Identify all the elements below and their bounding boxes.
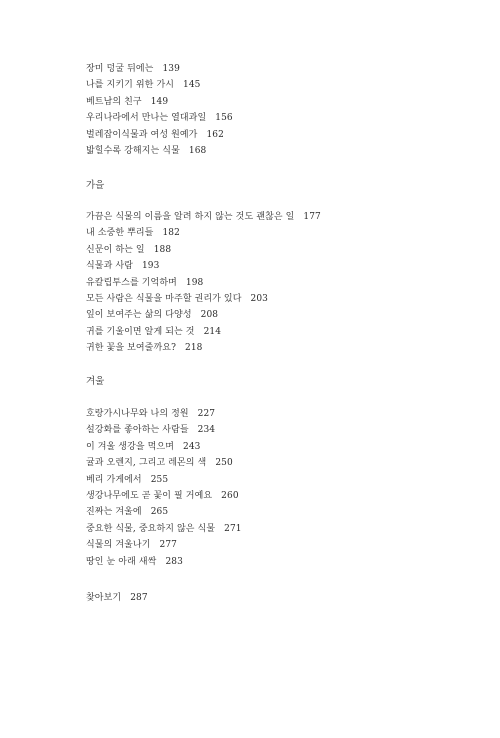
entry-page: 255 [150,474,169,485]
entry-page: 227 [197,409,216,419]
entry-title: 나를 지키기 위한 가시 [86,80,175,91]
toc-entry [86,439,486,455]
entry-page: 234 [197,425,216,436]
entry-page: 265 [150,507,169,518]
section-heading-winter: 겨울 [86,376,105,387]
entry-page: 168 [188,145,207,156]
entry-page: 193 [141,261,160,272]
entry-page: 188 [153,244,172,255]
entry-page: 218 [185,343,203,354]
entry-page: 145 [183,80,201,91]
toc-entry [86,110,486,126]
entry-page: 182 [162,228,180,239]
entry-page: 287 [130,593,148,603]
entry-page: 250 [215,458,233,469]
entry-title: 베리 가게에서 [86,474,142,485]
entry-title: 식물의 겨울나기 [86,540,151,551]
entry-title: 땅인 눈 아래 새싹 [86,556,157,567]
entry-page: 271 [224,523,242,534]
autumn-entries [86,209,486,357]
toc-entry [86,590,486,606]
entry-title: 식물과 사람 [86,261,133,272]
toc-entry [86,127,486,143]
entry-page: 149 [150,96,169,107]
toc-entry [86,472,486,488]
entry-title: 잎이 보여주는 삶의 다양성 [86,310,192,321]
entry-title: 베트남의 친구 [86,96,142,107]
entry-title: 귀를 기울이면 알게 되는 것 [86,326,195,337]
toc-entry [86,340,486,356]
entry-title: 귀한 꽃을 보여줄까요? [86,343,176,354]
toc-entry [86,307,486,323]
toc-entry [86,291,486,307]
entry-page: 208 [200,310,219,321]
toc-entry [86,143,486,159]
toc-entry [86,94,486,110]
section-heading-autumn: 가을 [86,180,105,191]
entry-title: 중요한 식물, 중요하지 않은 식물 [86,523,216,534]
toc-entry [86,422,486,438]
entry-title: 찾아보기 [86,593,122,603]
toc-entry [86,521,486,537]
entry-page: 277 [159,540,178,551]
entry-page: 214 [203,326,222,337]
toc-entry [86,488,486,504]
entry-title: 진짜는 겨울에 [86,507,142,518]
toc-entry [86,77,486,93]
entry-page: 162 [206,129,224,140]
entry-title: 가끔은 식물의 이름을 알려 하지 않는 것도 괜찮은 일 [86,212,295,222]
entry-title: 호랑가시나무와 나의 정원 [86,409,189,419]
toc-entry [86,258,486,274]
entry-title: 생강나무에도 곧 꽃이 필 거예요 [86,490,213,501]
entry-page: 198 [185,277,204,288]
toc-entry [86,554,486,570]
toc-entry [86,242,486,258]
toc-entry [86,61,486,77]
entry-title: 귤과 오렌지, 그리고 레몬의 색 [86,458,207,469]
toc-entry [86,406,486,422]
winter-entries [86,406,486,570]
entry-title: 유칼립투스를 기억하며 [86,277,177,288]
entry-page: 283 [165,556,183,567]
toc-entry [86,225,486,241]
entry-title: 설강화를 좋아하는 사람들 [86,425,189,436]
entry-page: 203 [250,293,268,304]
entry-title: 내 소중한 뿌리들 [86,228,154,239]
toc-entry [86,275,486,291]
toc-entry [86,324,486,340]
entry-page: 260 [221,490,239,501]
entry-title: 이 겨울 생강을 먹으며 [86,441,175,452]
entry-page: 156 [215,113,233,124]
entry-page: 177 [303,212,321,222]
toc-entry [86,504,486,520]
summer-entries [86,61,486,159]
entry-page: 243 [183,441,201,452]
entry-title: 밟힐수록 강해지는 식물 [86,145,180,156]
toc-entry [86,455,486,471]
toc-entry [86,209,486,225]
entry-title: 모든 사람은 식물을 마주할 권리가 있다 [86,293,242,304]
index-entry [86,590,486,606]
entry-title: 신문이 하는 일 [86,244,145,255]
entry-title: 우리나라에서 만나는 열대과일 [86,113,207,124]
entry-title: 벌레잡이식물과 여성 원예가 [86,129,198,140]
entry-title: 장미 덩굴 뒤에는 [86,64,154,74]
entry-page: 139 [162,64,180,74]
toc-entry [86,537,486,553]
